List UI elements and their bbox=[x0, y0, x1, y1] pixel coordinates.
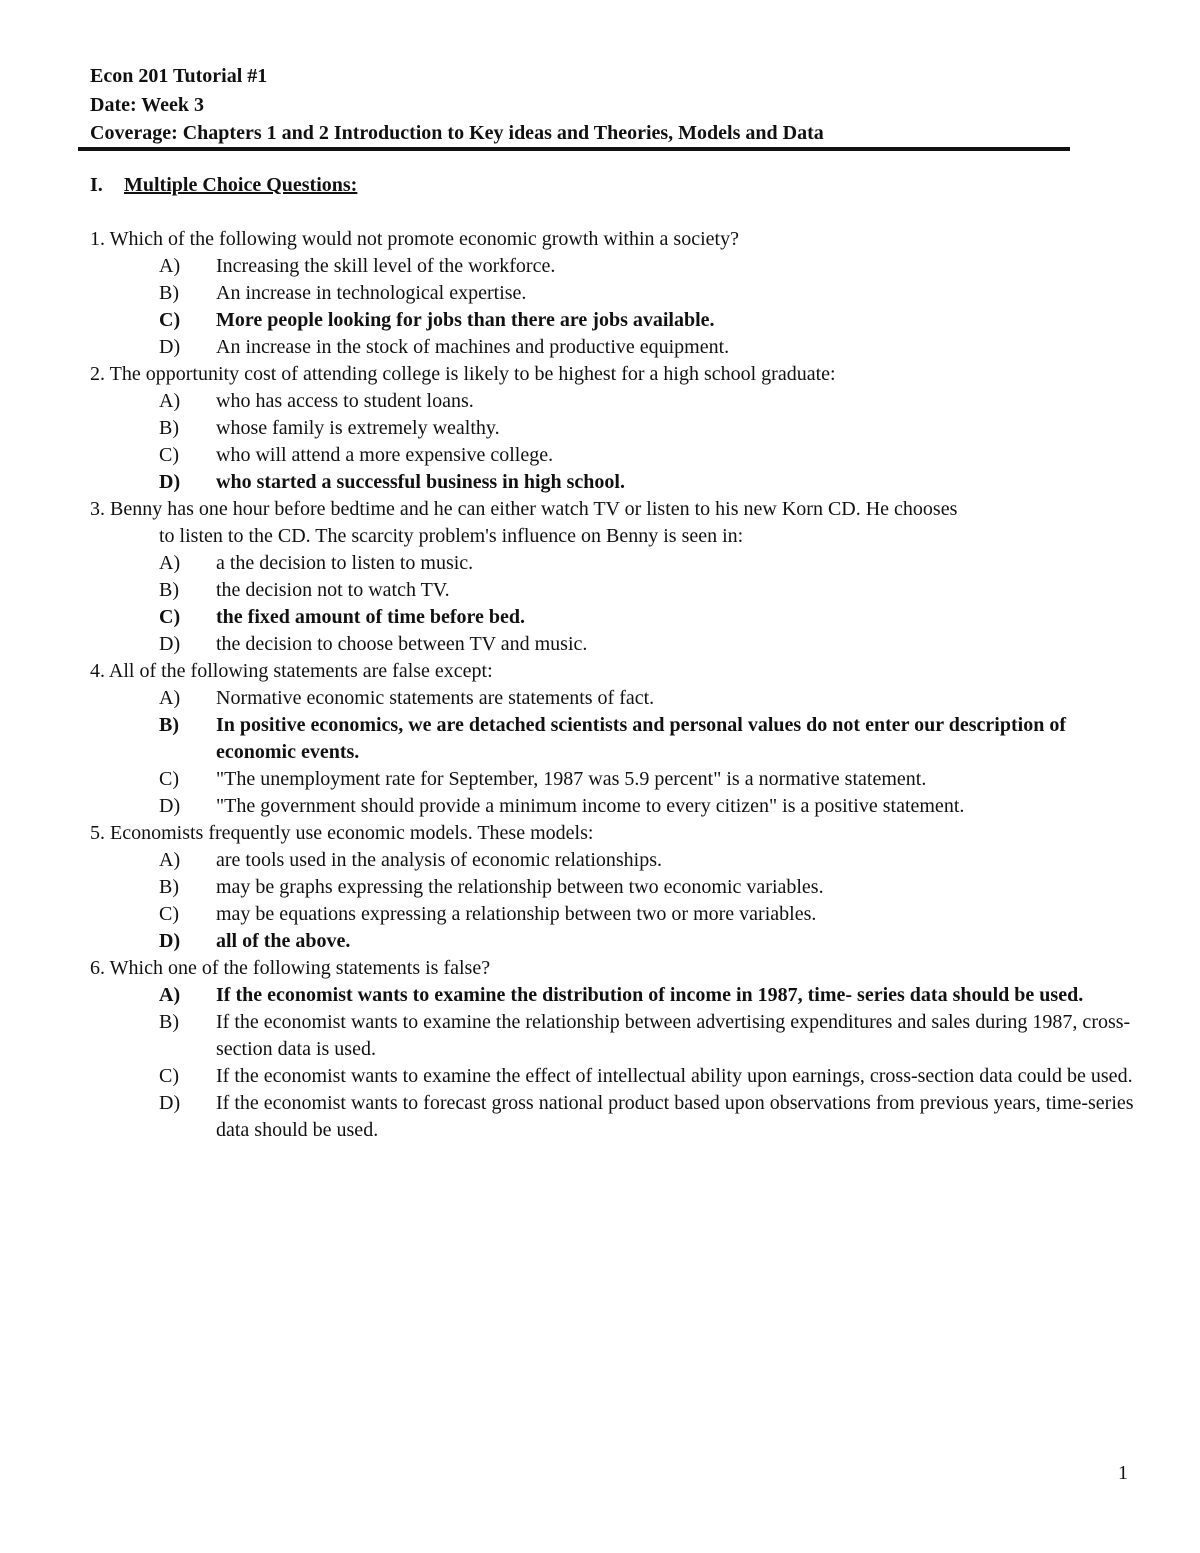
option-letter: D) bbox=[159, 336, 181, 358]
question-1 bbox=[90, 226, 1140, 361]
option-letter: B) bbox=[159, 579, 179, 601]
option-letter: D) bbox=[159, 471, 181, 493]
option-text: Normative economic statements are statements of fact. bbox=[216, 687, 655, 709]
option-text: "The unemployment rate for September, 1987 was 5.9 percent" is a normative statement. bbox=[216, 768, 927, 790]
date-line: Date: Week 3 bbox=[90, 93, 205, 116]
option-letter: C) bbox=[159, 309, 181, 331]
answer-option bbox=[90, 415, 1140, 442]
option-text: a the decision to listen to music. bbox=[216, 552, 474, 574]
option-text: Increasing the skill level of the workforce. bbox=[216, 255, 556, 277]
question-3 bbox=[90, 496, 1140, 658]
option-text: If the economist wants to examine the relationship between advertising expenditures and sales during 1987, cross-section data is used. bbox=[216, 1011, 1131, 1060]
answer-option bbox=[90, 442, 1140, 469]
answer-option bbox=[90, 577, 1140, 604]
answer-option bbox=[90, 1009, 1140, 1063]
question-list bbox=[90, 226, 1140, 1144]
option-text: If the economist wants to forecast gross national product based upon observations from previous years, time-series data should be used. bbox=[216, 1092, 1134, 1141]
section-heading bbox=[90, 172, 357, 199]
option-letter: C) bbox=[159, 903, 179, 925]
header-rule bbox=[78, 147, 1070, 151]
option-text: the decision to choose between TV and music. bbox=[216, 633, 588, 655]
option-letter: D) bbox=[159, 633, 181, 655]
answer-option bbox=[90, 793, 1140, 820]
option-text: If the economist wants to examine the distribution of income in 1987, time- series data should be used. bbox=[216, 984, 1084, 1006]
option-text: the decision not to watch TV. bbox=[216, 579, 450, 601]
option-letter: C) bbox=[159, 444, 179, 466]
option-text: If the economist wants to examine the effect of intellectual ability upon earnings, cross-section data could be used. bbox=[216, 1065, 1133, 1087]
answer-option bbox=[90, 901, 1140, 928]
option-letter: D) bbox=[159, 1092, 181, 1114]
answer-option bbox=[90, 685, 1140, 712]
answer-option bbox=[90, 253, 1140, 280]
option-text: who will attend a more expensive college. bbox=[216, 444, 554, 466]
answer-option bbox=[90, 766, 1140, 793]
question-6 bbox=[90, 955, 1140, 1144]
option-text: An increase in the stock of machines and productive equipment. bbox=[216, 336, 730, 358]
question-stem: 5. Economists frequently use economic models. These models: bbox=[90, 822, 594, 844]
option-text: In positive economics, we are detached scientists and personal values do not enter our description of economic events. bbox=[216, 714, 1066, 763]
question-stem: 1. Which of the following would not promote economic growth within a society? bbox=[90, 228, 739, 250]
option-letter: B) bbox=[159, 417, 179, 439]
option-text: all of the above. bbox=[216, 930, 351, 952]
option-letter: C) bbox=[159, 606, 181, 628]
question-stem: 3. Benny has one hour before bedtime and he can either watch TV or listen to his new Korn CD. He chooses bbox=[90, 498, 958, 520]
option-text: the fixed amount of time before bed. bbox=[216, 606, 526, 628]
answer-option bbox=[90, 388, 1140, 415]
option-letter: C) bbox=[159, 768, 179, 790]
option-letter: A) bbox=[159, 255, 181, 277]
course-title: Econ 201 Tutorial #1 bbox=[90, 65, 268, 87]
option-letter: B) bbox=[159, 282, 179, 304]
answer-option-correct bbox=[90, 712, 1140, 766]
answer-option bbox=[90, 874, 1140, 901]
option-letter: B) bbox=[159, 876, 179, 898]
answer-option bbox=[90, 550, 1140, 577]
answer-option-correct bbox=[90, 307, 1140, 334]
answer-option-correct bbox=[90, 469, 1140, 496]
question-stem: 2. The opportunity cost of attending college is likely to be highest for a high school graduate: bbox=[90, 363, 836, 385]
option-text: may be equations expressing a relationship between two or more variables. bbox=[216, 903, 817, 925]
option-letter: B) bbox=[159, 714, 179, 736]
question-stem: 6. Which one of the following statements is false? bbox=[90, 957, 491, 979]
option-text: whose family is extremely wealthy. bbox=[216, 417, 500, 439]
option-text: An increase in technological expertise. bbox=[216, 282, 527, 304]
answer-option bbox=[90, 1090, 1140, 1144]
answer-option-correct bbox=[90, 604, 1140, 631]
page-number: 1 bbox=[1118, 1462, 1128, 1484]
option-text: who started a successful business in high school. bbox=[216, 471, 625, 493]
option-letter: C) bbox=[159, 1065, 179, 1087]
question-stem: 4. All of the following statements are false except: bbox=[90, 660, 493, 682]
question-stem-continuation: to listen to the CD. The scarcity problem's influence on Benny is seen in: bbox=[159, 525, 744, 547]
answer-option-correct bbox=[90, 982, 1140, 1009]
question-5 bbox=[90, 820, 1140, 955]
option-text: who has access to student loans. bbox=[216, 390, 474, 412]
option-text: "The government should provide a minimum income to every citizen" is a positive statement. bbox=[216, 795, 965, 817]
answer-option bbox=[90, 334, 1140, 361]
option-letter: A) bbox=[159, 984, 181, 1006]
question-2 bbox=[90, 361, 1140, 496]
option-text: may be graphs expressing the relationship between two economic variables. bbox=[216, 876, 824, 898]
answer-option bbox=[90, 280, 1140, 307]
coverage-line: Coverage: Chapters 1 and 2 Introduction to Key ideas and Theories, Models and Data bbox=[90, 122, 824, 144]
answer-option bbox=[90, 631, 1140, 658]
option-text: More people looking for jobs than there are jobs available. bbox=[216, 309, 715, 331]
option-letter: A) bbox=[159, 849, 181, 871]
option-letter: A) bbox=[159, 687, 181, 709]
answer-option bbox=[90, 847, 1140, 874]
section-title: Multiple Choice Questions: bbox=[124, 174, 358, 196]
document-header bbox=[90, 62, 1070, 148]
option-text: are tools used in the analysis of economic relationships. bbox=[216, 849, 663, 871]
option-letter: D) bbox=[159, 930, 181, 952]
question-4 bbox=[90, 658, 1140, 820]
answer-option-correct bbox=[90, 928, 1140, 955]
option-letter: B) bbox=[159, 1011, 179, 1033]
section-numeral: I. bbox=[90, 174, 103, 196]
answer-option bbox=[90, 1063, 1140, 1090]
option-letter: D) bbox=[159, 795, 181, 817]
option-letter: A) bbox=[159, 390, 181, 412]
option-letter: A) bbox=[159, 552, 181, 574]
